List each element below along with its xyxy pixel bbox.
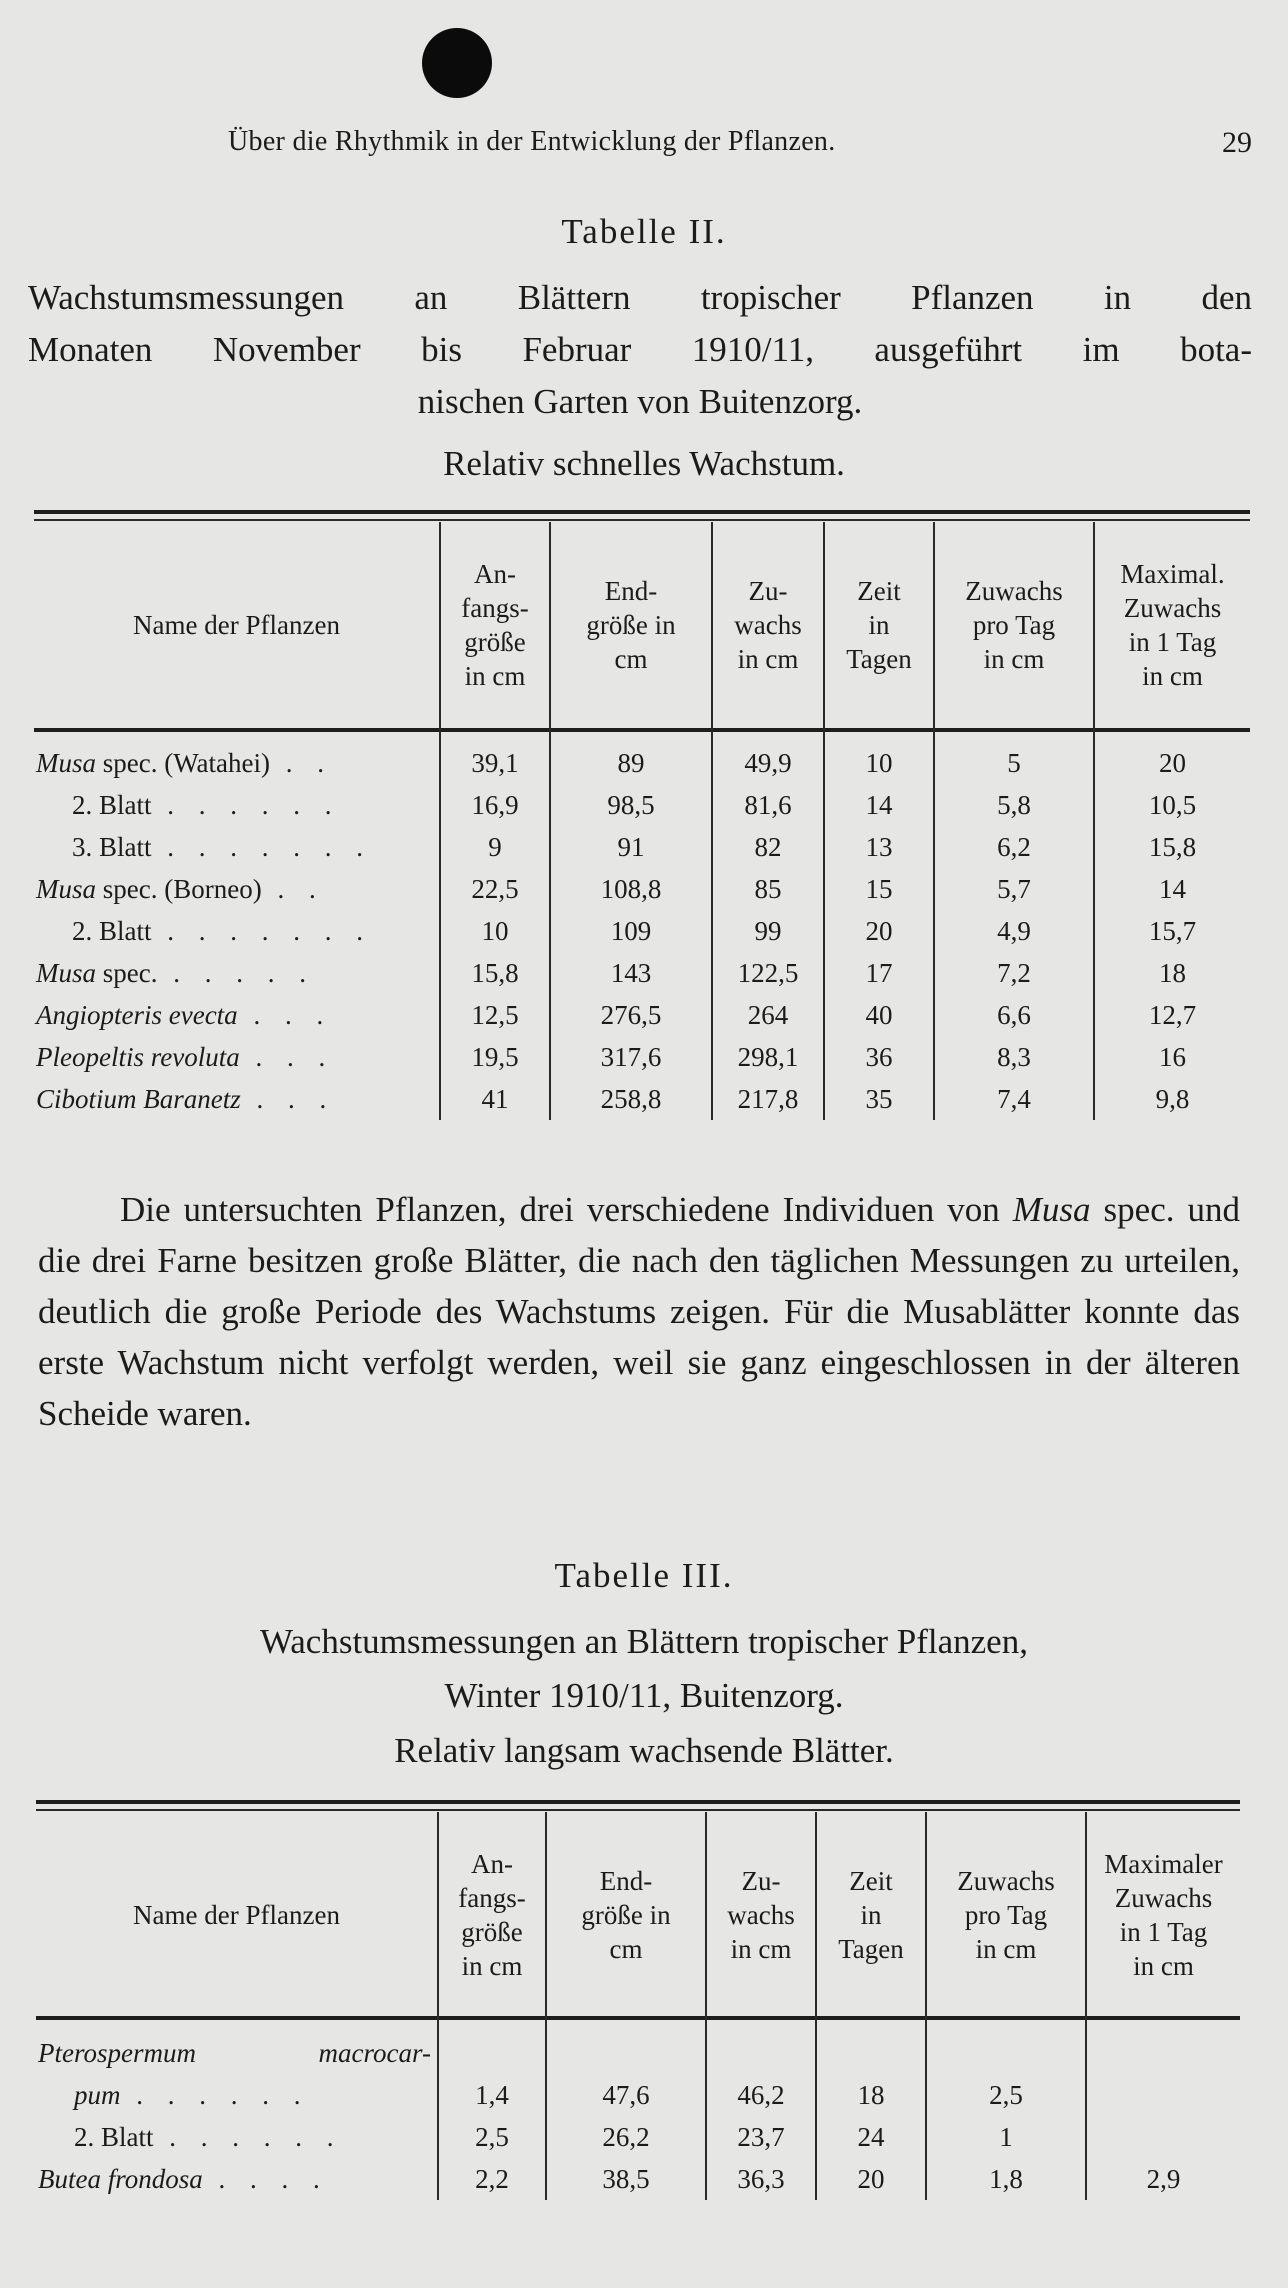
plant-name-text: 2. Blatt [74, 2121, 154, 2152]
plant-name-italic: Cibotium Baranetz [36, 1083, 241, 1114]
cell-anfang: 9 [440, 826, 550, 868]
table-row [34, 784, 1250, 826]
cell-zuwachs: 23,7 [706, 2116, 816, 2158]
cell-max: 16 [1094, 1036, 1250, 1078]
col-header-max: Maximaler Zuwachs in 1 Tag in cm [1086, 1812, 1240, 2018]
plant-name [34, 784, 440, 826]
plant-name-italic: Pleopeltis revoluta [36, 1041, 240, 1072]
table3-caption-line1: Wachstumsmessungen an Blättern tropischer Pflanzen, [260, 1622, 1028, 1661]
col-header-zuwachs: Zu- wachs in cm [712, 522, 824, 728]
cell-zuwachs: 99 [712, 910, 824, 952]
running-title: Über die Rhythmik in der Entwicklung der Pflanzen. [228, 126, 836, 157]
cell-anfang: 16,9 [440, 784, 550, 826]
cell-max: 12,7 [1094, 994, 1250, 1036]
cell-max [1086, 2116, 1240, 2158]
leader-dots: . . . [239, 1041, 335, 1072]
cell-pro-tag: 2,5 [926, 2074, 1086, 2116]
cell-zuwachs: 36,3 [706, 2158, 816, 2200]
cell-anfang: 12,5 [440, 994, 550, 1036]
cell-pro-tag: 7,4 [934, 1078, 1094, 1120]
cell-zuwachs: 122,5 [712, 952, 824, 994]
plant-name [34, 994, 440, 1036]
cell-end: 26,2 [546, 2116, 706, 2158]
cell-zeit: 36 [824, 1036, 934, 1078]
table-row [34, 826, 1250, 868]
leader-dots: . . . [237, 999, 333, 1030]
paragraph-italic-musa: Musa [1012, 1190, 1091, 1229]
leader-dots: . . . . . . [153, 2121, 343, 2152]
leader-dots: . . [269, 747, 333, 778]
plant-name [34, 742, 440, 784]
leader-dots: . . . [240, 1083, 336, 1114]
plant-name [34, 952, 440, 994]
cell-max: 18 [1094, 952, 1250, 994]
cell-anfang: 39,1 [440, 742, 550, 784]
cell-zeit: 17 [824, 952, 934, 994]
table-row [36, 2158, 1240, 2200]
cell-zeit: 13 [824, 826, 934, 868]
cell-zuwachs: 82 [712, 826, 824, 868]
leader-dots: . . [261, 873, 325, 904]
plant-name [36, 2116, 438, 2158]
cell-anfang: 22,5 [440, 868, 550, 910]
cell-end: 276,5 [550, 994, 712, 1036]
leader-dots: . . . . . . . [151, 831, 372, 862]
cell-pro-tag: 5,7 [934, 868, 1094, 910]
table2-caption-line3: nischen Garten von Buitenzorg. [417, 382, 863, 421]
leader-dots: . . . . . [157, 957, 315, 988]
page-number: 29 [1222, 126, 1252, 159]
table2-top-rule-thin [34, 519, 1250, 521]
cell-zeit: 20 [816, 2158, 926, 2200]
cell-pro-tag: 5 [934, 742, 1094, 784]
table-row [34, 742, 1250, 784]
table2-caption-line2: Monaten November bis Februar 1910/11, ausgeführt im bota- [28, 330, 1252, 369]
cell-max: 20 [1094, 742, 1250, 784]
body-paragraph [38, 1184, 1240, 1439]
cell-pro-tag: 1,8 [926, 2158, 1086, 2200]
col-header-name: Name der Pflanzen [133, 610, 340, 640]
cell-end: 109 [550, 910, 712, 952]
table2-caption-line1: Wachstumsmessungen an Blättern tropischer Pflanzen in den [28, 278, 1252, 317]
cell-zeit: 20 [824, 910, 934, 952]
cell-end: 143 [550, 952, 712, 994]
plant-name [34, 1078, 440, 1120]
table-row [34, 1078, 1250, 1120]
cell-end: 98,5 [550, 784, 712, 826]
cell-zuwachs: 217,8 [712, 1078, 824, 1120]
col-header-max: Maximal. Zuwachs in 1 Tag in cm [1094, 522, 1250, 728]
cell-pro-tag: 6,2 [934, 826, 1094, 868]
col-header-pro-tag: Zuwachs pro Tag in cm [934, 522, 1094, 728]
table-row [36, 2116, 1240, 2158]
table-row [34, 1036, 1250, 1078]
cell-zuwachs: 264 [712, 994, 824, 1036]
plant-name [36, 2158, 438, 2200]
table-row [34, 868, 1250, 910]
plant-name-italic: Musa [36, 873, 96, 904]
cell-pro-tag: 1 [926, 2116, 1086, 2158]
table-row [36, 2032, 1240, 2074]
cell-end: 38,5 [546, 2158, 706, 2200]
cell-zeit: 14 [824, 784, 934, 826]
cell-anfang: 15,8 [440, 952, 550, 994]
col-header-zeit: Zeit in Tagen [816, 1812, 926, 2018]
plant-name [34, 910, 440, 952]
cell-max: 15,7 [1094, 910, 1250, 952]
cell-end: 89 [550, 742, 712, 784]
col-header-end: End- größe in cm [546, 1812, 706, 2018]
table3-top-rule [36, 1800, 1240, 1804]
table-row [34, 994, 1250, 1036]
plant-name-text: spec. (Borneo) [96, 873, 262, 904]
plant-name-italic: Angiopteris evecta [36, 999, 238, 1030]
leader-dots: . . . . . . [120, 2079, 310, 2110]
plant-name-line2 [36, 2074, 438, 2116]
cell-max [1086, 2074, 1240, 2116]
plant-name [34, 826, 440, 868]
plant-name-text: 3. Blatt [72, 831, 152, 862]
cell-pro-tag: 8,3 [934, 1036, 1094, 1078]
cell-max: 10,5 [1094, 784, 1250, 826]
cell-pro-tag: 5,8 [934, 784, 1094, 826]
cell-pro-tag: 7,2 [934, 952, 1094, 994]
plant-name-text: 2. Blatt [72, 789, 152, 820]
table-row [34, 910, 1250, 952]
cell-end: 108,8 [550, 868, 712, 910]
cell-max: 14 [1094, 868, 1250, 910]
cell-zuwachs: 46,2 [706, 2074, 816, 2116]
cell-pro-tag: 4,9 [934, 910, 1094, 952]
leader-dots: . . . . . . . [151, 915, 372, 946]
col-header-end: End- größe in cm [550, 522, 712, 728]
cell-max: 9,8 [1094, 1078, 1250, 1120]
cell-zuwachs: 85 [712, 868, 824, 910]
cell-end: 258,8 [550, 1078, 712, 1120]
plant-name [34, 1036, 440, 1078]
leader-dots: . . . . [202, 2163, 329, 2194]
paragraph-text-2: spec. und die drei Farne besitzen große Blätter, die nach den täglichen Messungen zu urteilen, deutlich die große Periode des Wachstums zeigen. Für die Musablätter konnte das erste Wachstum nicht verfolgt werden, weil sie ganz eingeschlossen in der älteren Scheide waren. [38, 1190, 1240, 1433]
cell-end: 91 [550, 826, 712, 868]
ink-blot [422, 28, 492, 98]
table2 [34, 522, 1250, 1120]
table3-subtitle: Relativ langsam wachsende Blätter. [394, 1731, 894, 1770]
col-header-zeit: Zeit in Tagen [824, 522, 934, 728]
plant-name-italic: Musa [36, 957, 96, 988]
plant-name-text: spec. [96, 957, 158, 988]
cell-anfang: 10 [440, 910, 550, 952]
cell-anfang: 19,5 [440, 1036, 550, 1078]
cell-zuwachs: 298,1 [712, 1036, 824, 1078]
cell-end: 47,6 [546, 2074, 706, 2116]
cell-zeit: 35 [824, 1078, 934, 1120]
table2-top-rule [34, 510, 1250, 514]
plant-name-line1: Pterospermum macrocar- [38, 2037, 431, 2068]
cell-zuwachs: 49,9 [712, 742, 824, 784]
cell-max: 2,9 [1086, 2158, 1240, 2200]
cell-zeit: 40 [824, 994, 934, 1036]
plant-name-text: 2. Blatt [72, 915, 152, 946]
table2-subtitle: Relativ schnelles Wachstum. [443, 444, 845, 483]
col-header-zuwachs: Zu- wachs in cm [706, 1812, 816, 2018]
col-header-anfang: An- fangs- größe in cm [438, 1812, 546, 2018]
cell-zuwachs: 81,6 [712, 784, 824, 826]
cell-anfang: 41 [440, 1078, 550, 1120]
cell-zeit: 18 [816, 2074, 926, 2116]
col-header-anfang: An- fangs- größe in cm [440, 522, 550, 728]
table3-caption-line2: Winter 1910/11, Buitenzorg. [444, 1676, 844, 1715]
cell-zeit: 24 [816, 2116, 926, 2158]
cell-pro-tag: 6,6 [934, 994, 1094, 1036]
cell-end: 317,6 [550, 1036, 712, 1078]
table3-title: Tabelle III. [554, 1556, 734, 1595]
table3-top-rule-thin [36, 1809, 1240, 1811]
paragraph-text-1: Die untersuchten Pflanzen, drei verschiedene Individuen von [120, 1190, 1013, 1229]
plant-name-italic: Musa [36, 747, 96, 778]
table-row [36, 2074, 1240, 2116]
plant-name [34, 868, 440, 910]
col-header-pro-tag: Zuwachs pro Tag in cm [926, 1812, 1086, 2018]
leader-dots: . . . . . . [151, 789, 341, 820]
col-header-name: Name der Pflanzen [133, 1900, 340, 1930]
cell-anfang: 2,5 [438, 2116, 546, 2158]
cell-anfang: 1,4 [438, 2074, 546, 2116]
plant-name-italic: pum [74, 2079, 121, 2110]
cell-max: 15,8 [1094, 826, 1250, 868]
table-row [34, 952, 1250, 994]
table2-title: Tabelle II. [561, 212, 727, 251]
plant-name-italic: Butea frondosa [38, 2163, 203, 2194]
table2-caption [28, 272, 1252, 428]
cell-zeit: 10 [824, 742, 934, 784]
plant-name-text: spec. (Watahei) [96, 747, 270, 778]
cell-zeit: 15 [824, 868, 934, 910]
table3 [36, 1812, 1240, 2200]
cell-anfang: 2,2 [438, 2158, 546, 2200]
